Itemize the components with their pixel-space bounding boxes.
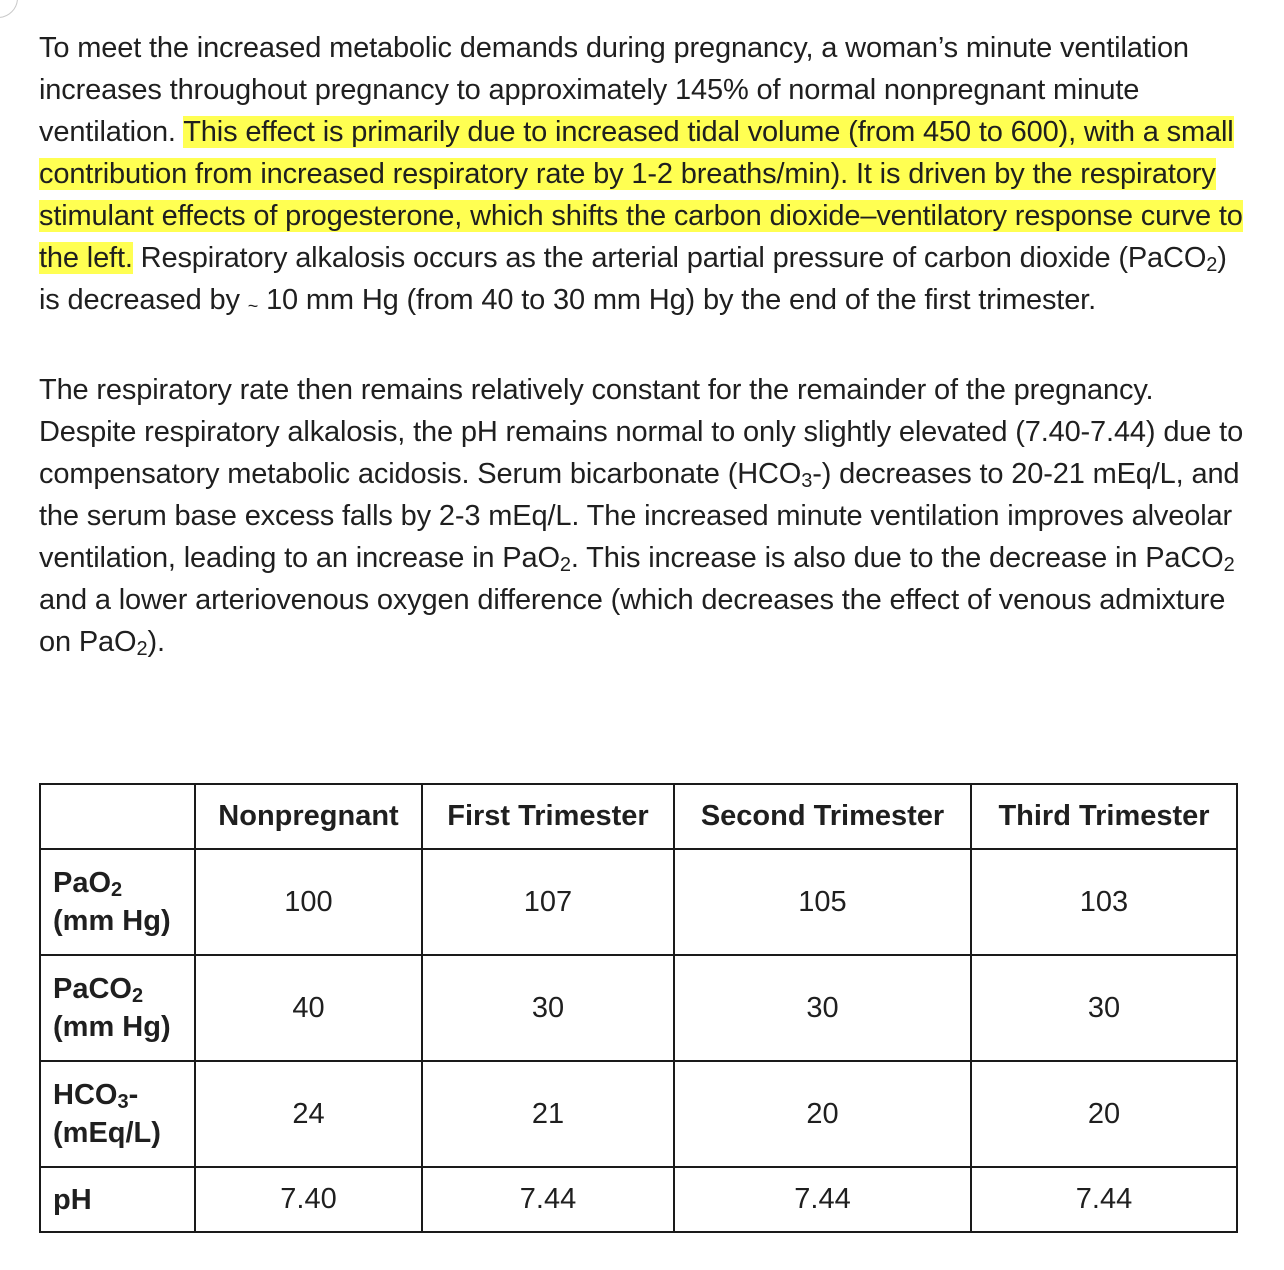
table-header-row [40,784,1237,849]
paragraph-1 [39,27,1249,327]
paragraph-1-text: To meet the increased metabolic demands during pregnancy, a woman’s minute ventilation increases throughout pregnancy to approximately 145% of normal nonpregnant minute ventilation. [39,32,1189,148]
subscript: 3 [801,470,813,492]
table-row-hco3 [40,1061,1237,1167]
paragraph-1-text: 10 mm Hg (from 40 to 30 mm Hg) by the end of the first trimester. [258,284,1096,316]
row-label: pH [53,1183,92,1216]
row-label-subscript: 2 [131,985,144,1007]
subscript: 2 [559,554,571,576]
row-header-pao2 [40,849,195,955]
table-cell: 100 [195,849,422,955]
blood-gas-table [39,783,1238,1233]
table-cell: 21 [422,1061,674,1167]
row-label: PaO [53,867,112,899]
table-header-nonpregnant: Nonpregnant [195,784,422,849]
table-cell: 7.40 [195,1167,422,1232]
table-cell: 107 [422,849,674,955]
table-row-paco2 [40,955,1237,1061]
article-body [39,27,1249,663]
table-header-third-trimester: Third Trimester [971,784,1237,849]
table-cell: 7.44 [422,1167,674,1232]
row-unit: (mm Hg) [53,905,171,937]
subscript: 2 [1206,254,1218,276]
subscript: 2 [1223,554,1235,576]
table-cell: 30 [971,955,1237,1061]
row-header-ph [40,1167,195,1232]
paragraph-2-text: . This increase is also due to the decrease in PaCO [570,542,1224,574]
table-header-second-trimester: Second Trimester [674,784,971,849]
table-header-empty [40,784,195,849]
highlighted-text: This effect is primarily due to increased tidal volume (from 450 to 600), with a small contribution from increased respiratory rate by 1-2 breaths/min). It is driven by the respiratory stimulant effects of progesterone, which shifts the carbon dioxide–ventilatory response curve to the left. [39,116,1243,274]
row-label-suffix: - [128,1079,139,1111]
corner-circle-decoration [0,0,18,18]
paragraph-1-text: Respiratory alkalosis occurs as the arterial partial pressure of carbon dioxide (PaCO [132,242,1207,274]
row-header-paco2 [40,955,195,1061]
row-label-subscript: 2 [111,879,123,901]
table-cell: 40 [195,955,422,1061]
subscript: 2 [136,638,148,660]
table-cell: 20 [674,1061,971,1167]
paragraph-2-text: ). [147,626,165,658]
tilde-symbol: ~ [247,296,259,316]
table-row-pao2 [40,849,1237,955]
table-cell: 30 [674,955,971,1061]
row-header-hco3 [40,1061,195,1167]
table-cell: 105 [674,849,971,955]
paragraph-1-text: ) is decreased by [39,242,1227,316]
row-unit: (mm Hg) [53,1011,171,1043]
table-cell: 103 [971,849,1237,955]
paragraph-2-text: -) decreases to 20-21 mEq/L, and the serum base excess falls by 2-3 mEq/L. The increased minute ventilation improves alveolar ventilation, leading to an increase in PaO [39,458,1240,574]
row-unit: (mEq/L) [53,1117,161,1149]
row-label: HCO [53,1079,118,1111]
row-label-subscript: 3 [117,1091,129,1113]
table-cell: 24 [195,1061,422,1167]
table-cell: 7.44 [971,1167,1237,1232]
table-row-ph [40,1167,1237,1232]
table-cell: 30 [422,955,674,1061]
table-cell: 20 [971,1061,1237,1167]
paragraph-2 [39,369,1249,663]
table-cell: 7.44 [674,1167,971,1232]
paragraph-2-text: The respiratory rate then remains relatively constant for the remainder of the pregnancy. Despite respiratory alkalosis, the pH remains normal to only slightly elevated (7.40-7.44) due to compensatory metabolic acidosis. Serum bicarbonate (HCO [39,374,1244,490]
paragraph-2-text: and a lower arteriovenous oxygen difference (which decreases the effect of venous admixture on PaO [39,584,1226,658]
row-label: PaCO [53,973,132,1005]
table-header-first-trimester: First Trimester [422,784,674,849]
